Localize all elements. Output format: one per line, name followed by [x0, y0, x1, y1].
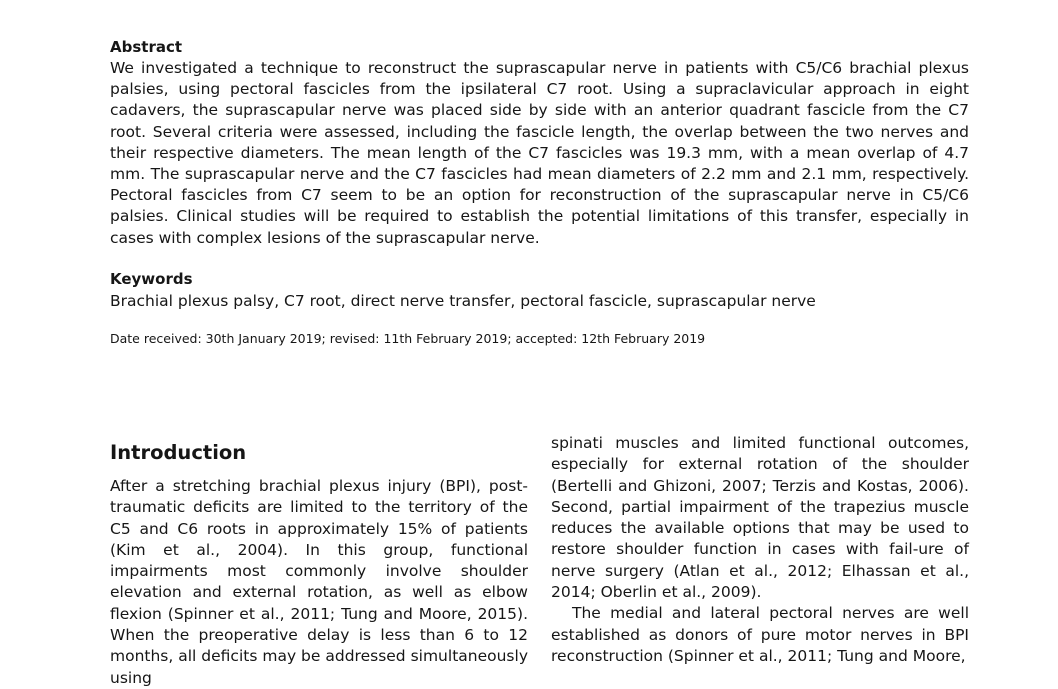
abstract-section	[110, 37, 969, 249]
publication-dates: Date received: 30th January 2019; revised: 11th February 2019; accepted: 12th February 2019	[110, 331, 706, 346]
abstract-text: We investigated a technique to reconstruct the suprascapular nerve in patients with C5/C6 brachial plexus palsies, using pectoral fascicles from the ipsilateral C7 root. Using a supraclavicular approach in eight cadavers, the suprascapular nerve was placed side by side with an anterior quadrant fascicle from the C7 root. Several criteria were assessed, including the fascicle length, the overlap between the two nerves and their respective diameters. The mean length of the C7 fascicles was 19.3 mm, with a mean overlap of 4.7 mm. The suprascapular nerve and the C7 fascicles had mean diameters of 2.2 mm and 2.1 mm, respectively. Pectoral fascicles from C7 seem to be an option for reconstruction of the suprascapular nerve in C5/C6 palsies. Clinical studies will be required to establish the potential limitations of this transfer, especially in cases with complex lesions of the suprascapular nerve.	[110, 59, 969, 247]
introduction-left-column: After a stretching brachial plexus injury (BPI), post-traumatic deficits are limited to the territory of the C5 and C6 roots in approximately 15% of patients (Kim et al., 2004). In this group, functional impairments most commonly involve shoulder elevation and external rotation, as well as elbow flexion (Spinner et al., 2011; Tung and Moore, 2015). When the preoperative delay is less than 6 to 12 months, all deficits may be addressed simultaneously using	[110, 477, 528, 687]
introduction-heading: Introduction	[110, 441, 247, 464]
right-column-paragraph-1: spinati muscles and limited functional outcomes, especially for external rotation of the shoulder (Bertelli and Ghizoni, 2007; Terzis and Kostas, 2006). Second, partial impairment of the trapezius muscle reduces the available options that may be used to restore shoulder function in cases with fail-ure of nerve surgery (Atlan et al., 2012; Elhassan et al., 2014; Oberlin et al., 2009).	[551, 434, 969, 602]
right-column-paragraph-2: The medial and lateral pectoral nerves are well established as donors of pure motor nerves in BPI reconstruction (Spinner et al., 2011; Tung and Moore,	[551, 604, 969, 665]
abstract-heading: Abstract	[110, 38, 183, 56]
keywords-heading: Keywords	[110, 270, 193, 288]
keywords-section	[110, 269, 969, 312]
keywords-text: Brachial plexus palsy, C7 root, direct nerve transfer, pectoral fascicle, suprascapular nerve	[110, 292, 816, 310]
introduction-right-column	[551, 433, 969, 667]
